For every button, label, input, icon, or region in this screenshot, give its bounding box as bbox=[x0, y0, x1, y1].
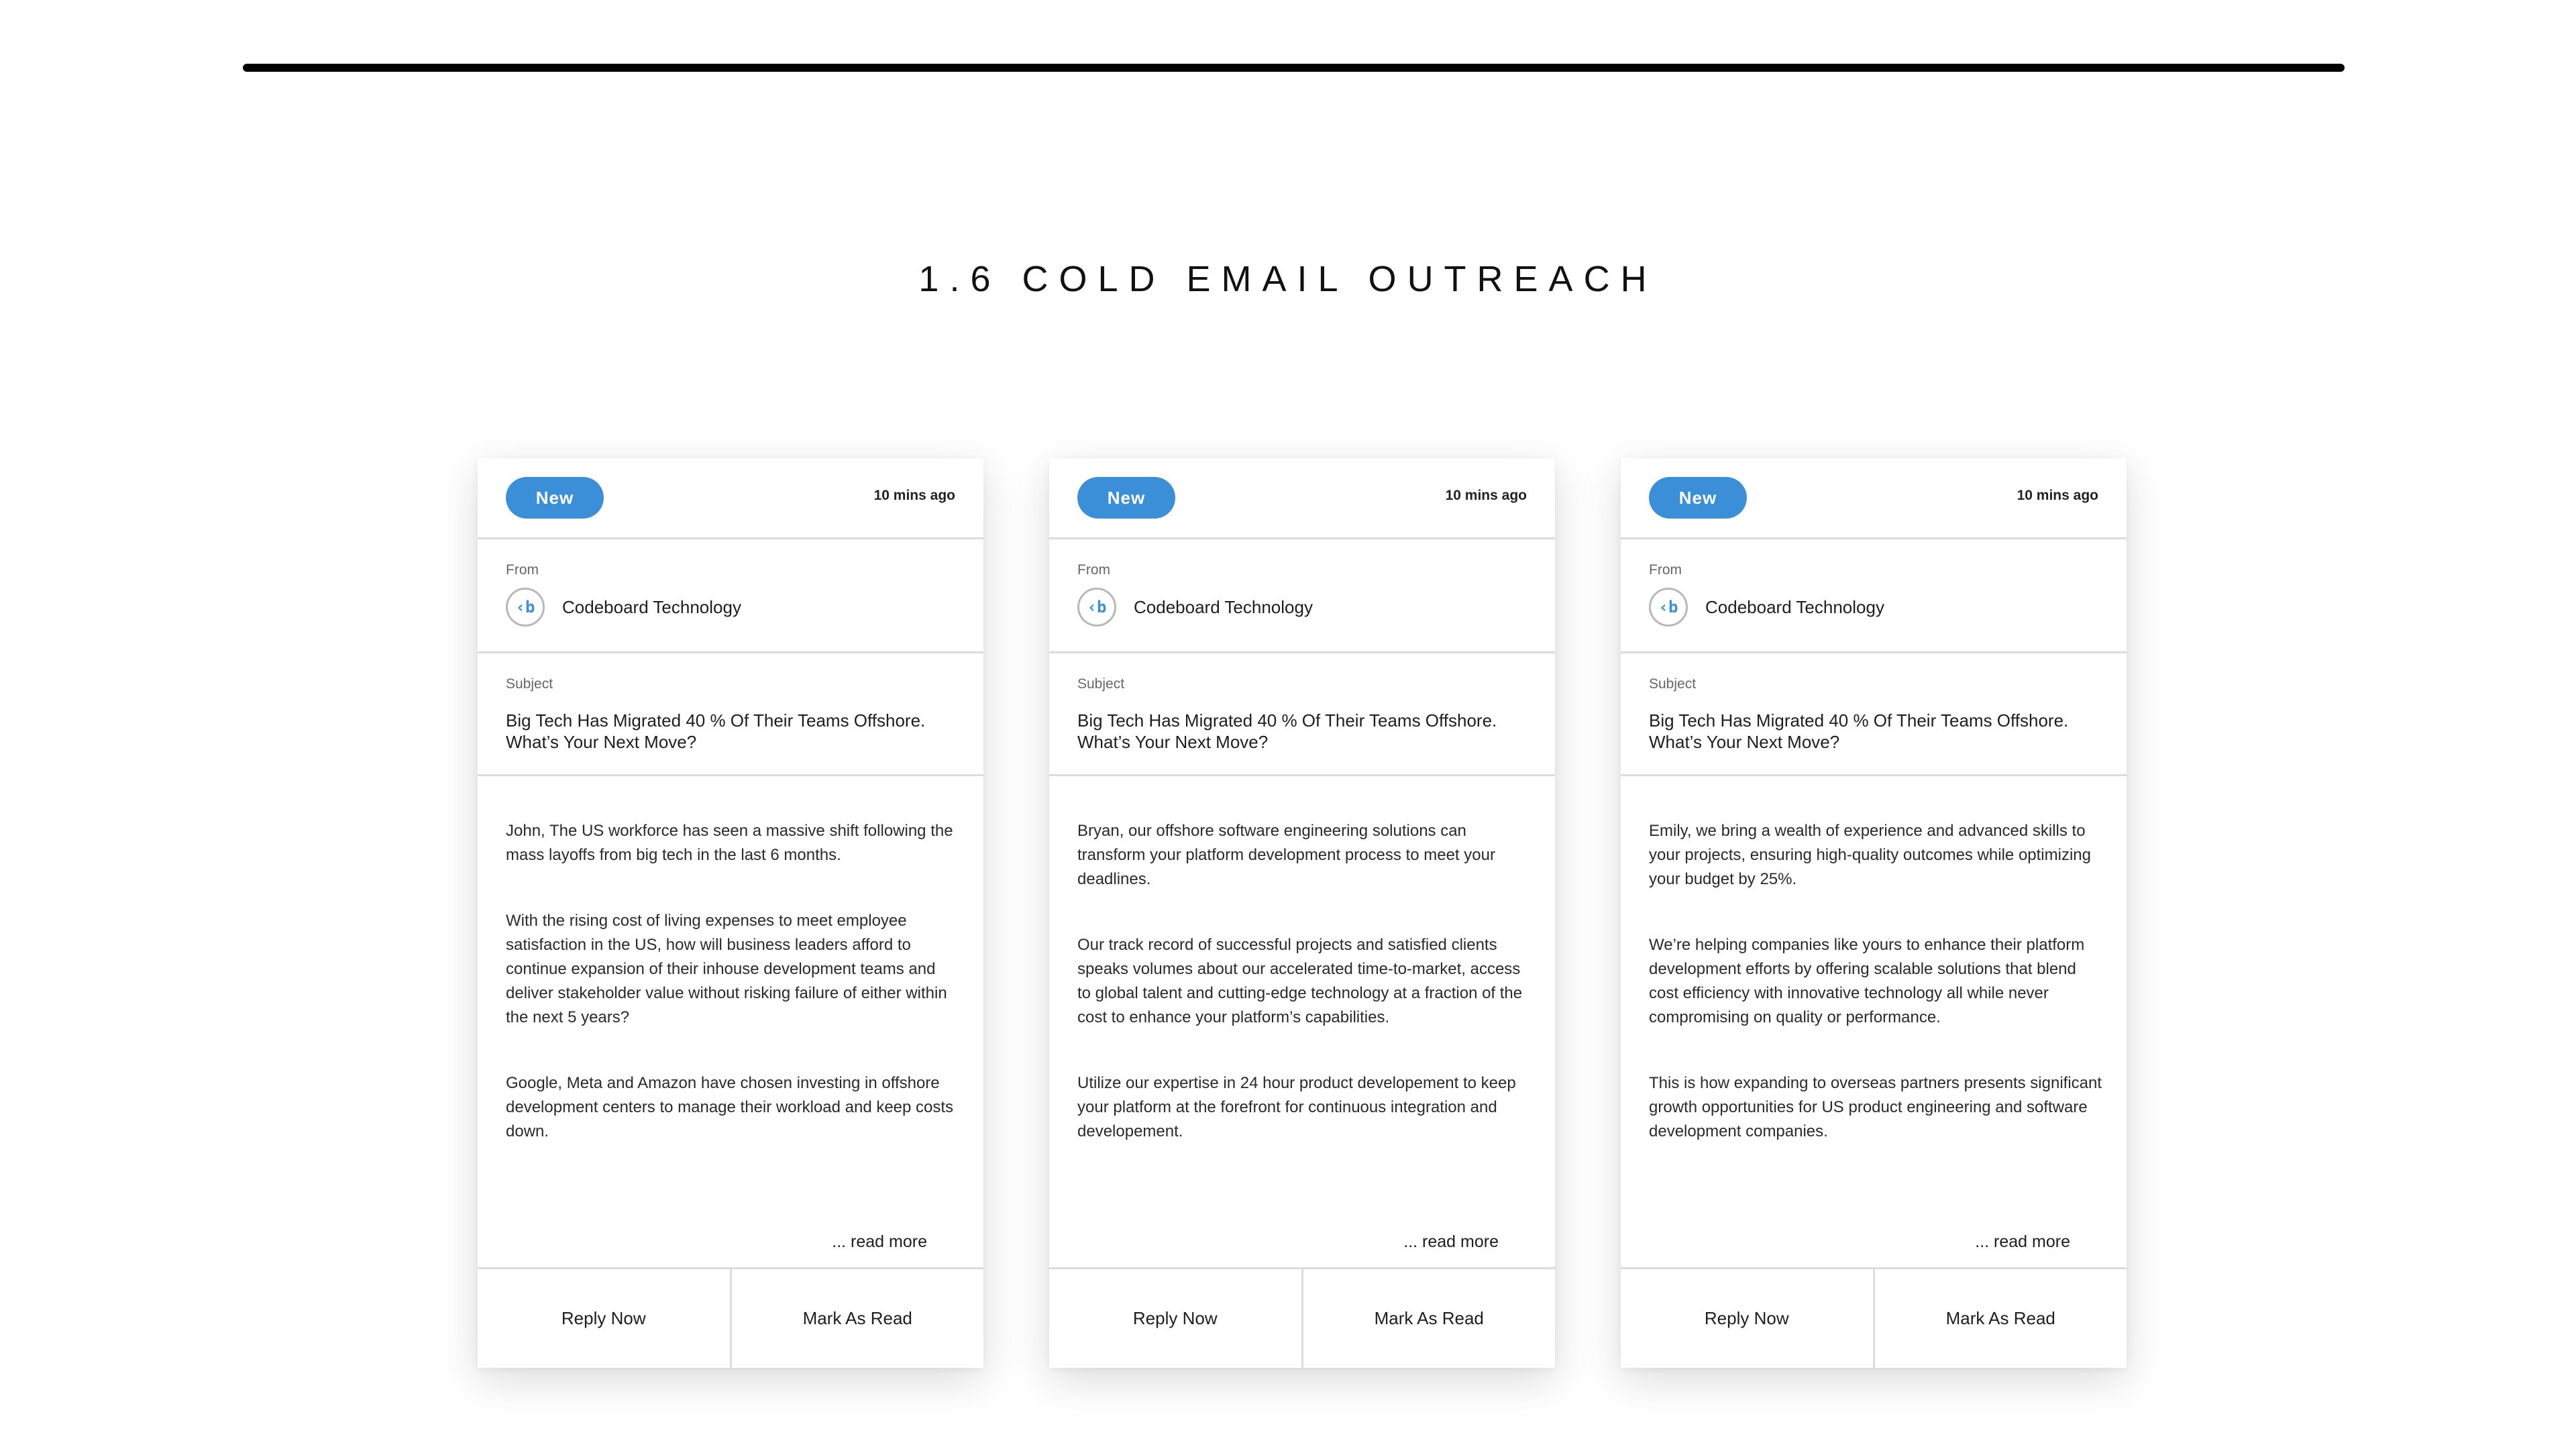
new-badge: New bbox=[506, 477, 604, 519]
subject-section bbox=[1621, 653, 2127, 776]
read-more-link[interactable]: ... read more bbox=[1403, 1232, 1499, 1251]
email-card bbox=[1621, 458, 2127, 1368]
from-section bbox=[1621, 539, 2127, 653]
email-card bbox=[478, 458, 983, 1368]
mark-as-read-button[interactable]: Mark As Read bbox=[730, 1269, 984, 1368]
sender-name: Codeboard Technology bbox=[1705, 597, 1884, 617]
codeboard-logo-icon: ‹b bbox=[506, 588, 545, 627]
from-label: From bbox=[506, 562, 539, 578]
subject-text bbox=[1649, 710, 2105, 753]
reply-now-button[interactable]: Reply Now bbox=[1704, 1308, 1789, 1328]
email-card bbox=[1049, 458, 1555, 1368]
top-divider-rule bbox=[243, 64, 2345, 72]
email-card-header bbox=[478, 458, 983, 539]
new-badge: New bbox=[1649, 477, 1747, 519]
section-title: 1.6 COLD EMAIL OUTREACH bbox=[918, 259, 1658, 299]
from-section bbox=[1049, 539, 1555, 653]
subject-line-1: Big Tech Has Migrated 40 % Of Their Teams Offshore. bbox=[1649, 710, 2069, 731]
email-actions bbox=[1621, 1267, 2127, 1368]
subject-label: Subject bbox=[1649, 676, 1697, 692]
subject-label: Subject bbox=[1077, 676, 1125, 692]
body-paragraph: John, The US workforce has seen a massive shift following the mass layoffs from big tech in the last 6 months. bbox=[506, 822, 953, 864]
email-body bbox=[1649, 819, 2105, 1185]
body-paragraph: With the rising cost of living expenses to meet employee satisfaction in the US, how will business leaders afford to continue expansion of their inhouse development teams and deliver stakeholder value without risking failure of either within the next 5 years? bbox=[506, 912, 947, 1026]
subject-label: Subject bbox=[506, 676, 553, 692]
read-more-link[interactable]: ... read more bbox=[832, 1232, 927, 1251]
email-timestamp: 10 mins ago bbox=[1445, 488, 1527, 503]
email-actions bbox=[1049, 1267, 1555, 1368]
codeboard-logo-icon: ‹b bbox=[1077, 588, 1116, 627]
email-body bbox=[506, 819, 962, 1185]
reply-now-button[interactable]: Reply Now bbox=[1132, 1308, 1218, 1328]
body-paragraph: Utilize our expertise in 24 hour product developement to keep your platform at the forefront for continuous integration and developement. bbox=[1077, 1074, 1516, 1140]
subject-line-2: What’s Your Next Move? bbox=[1077, 732, 1269, 752]
subject-line-1: Big Tech Has Migrated 40 % Of Their Teams Offshore. bbox=[506, 710, 926, 731]
email-card-header bbox=[1621, 458, 2127, 539]
subject-text bbox=[506, 710, 962, 753]
email-timestamp: 10 mins ago bbox=[2017, 488, 2098, 503]
from-label: From bbox=[1649, 562, 1682, 578]
email-actions bbox=[478, 1267, 983, 1368]
email-card-header bbox=[1049, 458, 1555, 539]
codeboard-logo-icon: ‹b bbox=[1649, 588, 1688, 627]
subject-text bbox=[1077, 710, 1534, 753]
mark-as-read-button[interactable]: Mark As Read bbox=[1301, 1269, 1556, 1368]
from-label: From bbox=[1077, 562, 1110, 578]
body-paragraph: Our track record of successful projects and satisfied clients speaks volumes about our accelerated time-to-market, access to global talent and cutting-edge technology at a fraction of the cost to enhance your platform’s capabilities. bbox=[1077, 936, 1523, 1026]
subject-line-1: Big Tech Has Migrated 40 % Of Their Teams Offshore. bbox=[1077, 710, 1497, 731]
from-section bbox=[478, 539, 983, 653]
body-paragraph: Bryan, our offshore software engineering solutions can transform your platform development process to meet your deadlines. bbox=[1077, 822, 1495, 888]
subject-section bbox=[1049, 653, 1555, 776]
read-more-link[interactable]: ... read more bbox=[1975, 1232, 2070, 1251]
body-paragraph: This is how expanding to overseas partners presents significant growth opportunities for US product engineering and software development companies. bbox=[1649, 1074, 2102, 1140]
email-body bbox=[1077, 819, 1534, 1185]
subject-section bbox=[478, 653, 983, 776]
subject-line-2: What’s Your Next Move? bbox=[1649, 732, 1840, 752]
subject-line-2: What’s Your Next Move? bbox=[506, 732, 697, 752]
body-paragraph: Google, Meta and Amazon have chosen investing in offshore development centers to manage their workload and keep costs down. bbox=[506, 1074, 954, 1140]
email-timestamp: 10 mins ago bbox=[873, 488, 955, 503]
sender-name: Codeboard Technology bbox=[1134, 597, 1313, 617]
sender-name: Codeboard Technology bbox=[562, 597, 741, 617]
body-paragraph: We’re helping companies like yours to enhance their platform development efforts by offering scalable solutions that blend cost efficiency with innovative technology all while never compromising on quality or performance. bbox=[1649, 936, 2085, 1026]
new-badge: New bbox=[1077, 477, 1175, 519]
reply-now-button[interactable]: Reply Now bbox=[561, 1308, 646, 1328]
body-paragraph: Emily, we bring a wealth of experience and advanced skills to your projects, ensuring high-quality outcomes while optimizing your budget by 25%. bbox=[1649, 822, 2091, 888]
mark-as-read-button[interactable]: Mark As Read bbox=[1873, 1269, 2127, 1368]
